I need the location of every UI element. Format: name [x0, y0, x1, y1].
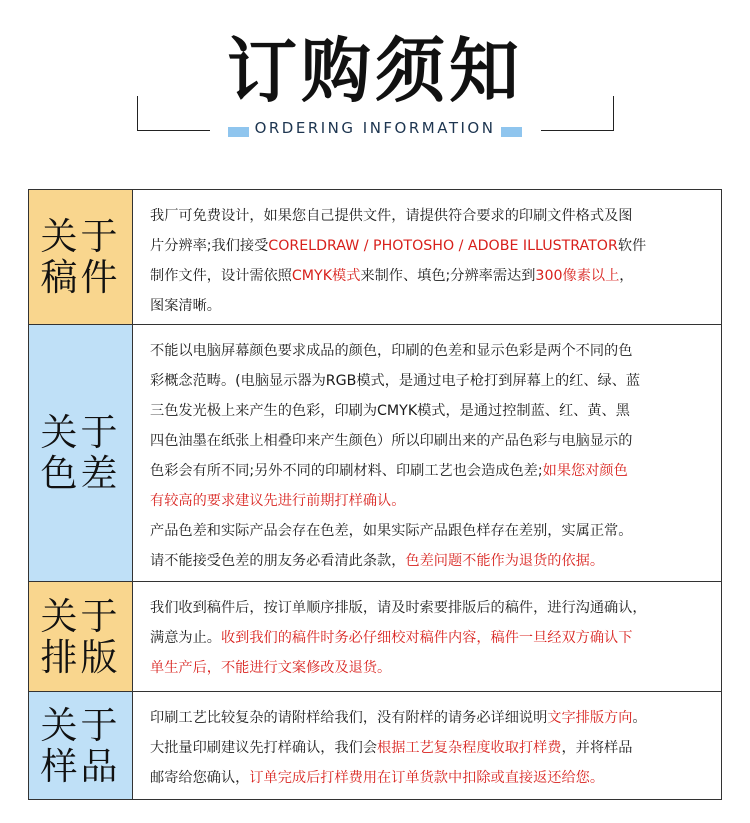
body-text: 产品色差和实际产品会存在色差，如果实际产品跟色样存在差别，实属正常。 请不能接受色差的朋友务必看清此条款，: [150, 523, 633, 569]
body-text: ， 图案清晰。: [150, 268, 634, 314]
body-text: 印刷工艺比较复杂的请附样给我们，没有附样的请务必详细说明: [150, 710, 548, 726]
page-title: 订购须知: [227, 30, 523, 112]
section-label-line2: 样品: [40, 744, 121, 788]
section-row-sample: [29, 692, 721, 799]
page-subtitle: ORDERING INFORMATION: [249, 117, 502, 139]
highlight-text: 色差问题不能作为退货的依据。: [405, 553, 605, 569]
body-text: 我厂可免费设计，如果您自己提供文件，请提供符合要求的印刷文件格式及图 片分辨率;我们接受: [150, 208, 633, 254]
highlight-text: 如果您对颜色 有较高的要求建议先进行前期打样确认。: [150, 463, 628, 509]
body-text: 软件 制作文件，设计需依照: [150, 238, 647, 284]
section-row-color-difference: [29, 325, 721, 582]
highlight-text: 300像素以上: [535, 268, 620, 284]
highlight-text: CMYK模式: [291, 268, 361, 284]
section-content: [133, 582, 721, 691]
section-label-line1: 关于: [40, 411, 121, 454]
body-text: 不能以电脑屏幕颜色要求成品的颜色，印刷的色差和显示色彩是两个不同的色 彩概念范畴。(电脑显示器为RGB模式，是通过电子枪打到屏幕上的红、绿、蓝 三色发光极上来产生的色彩，印刷为CMYK模式，是通过控制蓝、红、黄、黑 四色油墨在纸张上相叠印来产生颜色）所以印刷出来的产品色彩与电脑显示的 色彩会有所不同;另外不同的印刷材料、印刷工艺也会造成色差;: [150, 343, 641, 479]
highlight-text: CORELDRAW / PHOTOSHO / ADOBE ILLUSTRATOR: [268, 238, 618, 254]
body-text: 来制作、填色;分辨率需达到: [360, 268, 536, 284]
section-label-line1: 关于: [40, 703, 121, 747]
section-label: [29, 190, 133, 324]
info-table: [28, 189, 722, 800]
highlight-text: 根据工艺复杂程度收取打样费: [377, 740, 562, 756]
section-label-line1: 关于: [40, 215, 121, 258]
section-label: [29, 582, 133, 691]
section-content: [133, 190, 721, 324]
section-row-manuscript: [29, 190, 721, 325]
highlight-text: 订单完成后打样费用在订单货款中扣除或直接返还给您。: [249, 770, 605, 786]
section-label-line2: 色差: [40, 452, 121, 495]
section-label-line1: 关于: [40, 594, 121, 638]
section-label: [29, 325, 133, 581]
section-label-line2: 排版: [40, 635, 121, 679]
section-label: [29, 692, 133, 799]
section-content: [133, 692, 721, 799]
highlight-text: 文字排版方向: [547, 710, 633, 726]
section-content: [133, 325, 721, 581]
section-label-line2: 稿件: [40, 256, 121, 299]
highlight-text: 收到我们的稿件时务必仔细校对稿件内容，稿件一旦经双方确认下 单生产后，不能进行文案修改及退货。: [150, 630, 633, 676]
body-text: ，并将样品 邮寄给您确认，: [150, 740, 633, 786]
section-row-layout: [29, 582, 721, 692]
body-text: 。 大批量印刷建议先打样确认，我们会: [150, 710, 647, 756]
body-text: 我们收到稿件后，按订单顺序排版，请及时索要排版后的稿件，进行沟通确认， 满意为止。: [150, 600, 647, 646]
